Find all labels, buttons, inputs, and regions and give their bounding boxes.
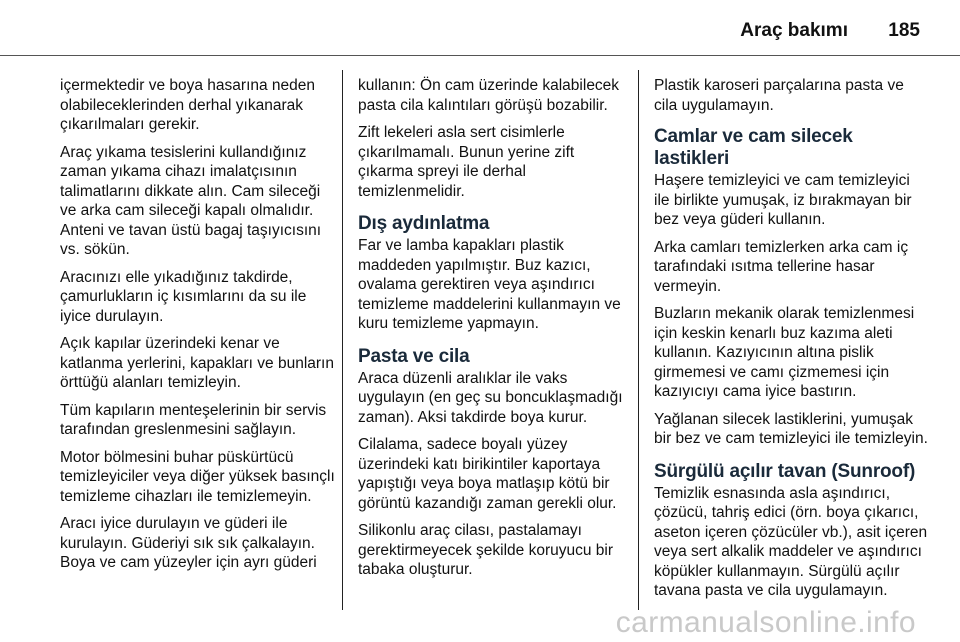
paragraph: Haşere temizleyici ve cam temizleyici ile birlikte yumuşak, iz bırakmayan bir bez veya güderi kullanın. [654,172,912,228]
page-number: 185 [888,20,920,41]
text-column-1 [60,76,335,581]
paragraph: Aracı iyice durulayın ve güderi ile kurulayın. Güderiyi sık sık çalkalayın. Boya ve cam yüzeyler için ayrı güderi [60,515,317,571]
paragraph: Aracınızı elle yıkadığınız takdirde, çamurlukların iç kısımlarını da su ile iyice durulayın. [60,268,307,325]
column-divider [638,70,639,610]
paragraph: Silikonlu araç cilası, pastalamayı gerektirmeyecek şekilde koruyucu bir tabaka oluşturur. [358,522,613,578]
text-column-3 [654,76,928,609]
watermark: carmanualsonline.info [615,606,916,639]
section-heading-polish-wax: Pasta ve cila [358,345,470,367]
paragraph: kullanın: Ön cam üzerinde kalabilecek pasta cila kalıntıları görüşü bozabilir. [358,77,620,114]
paragraph: Buzların mekanik olarak temizlenmesi için keskin kenarlı buz kazıma aleti kullanın. Kazıyıcının altına pislik girmemesi ve camı çizmemesi için kazıyıcıyı cama iyice bastırın. [654,305,915,400]
paragraph: Araca düzenli aralıklar ile vaks uygulayın (en geç su boncuklaşmadığı zaman). Aksi takdirde boya kurur. [358,369,623,426]
text-column-2 [358,76,628,588]
header-rule [0,55,960,56]
section-heading-exterior-lights: Dış aydınlatma [358,213,490,234]
paragraph: Cilalama, sadece boyalı yüzey üzerindeki katı birikintiler kaportaya yapıştığı veya boya matlaşıp kötü bir görüntü kazandığı zaman gerekli olur. [358,436,617,512]
paragraph: Yağlanan silecek lastiklerini, yumuşak bir bez ve cam temizleyici ile temizleyin. [654,410,928,447]
page-header [0,0,960,56]
column-divider [342,70,343,610]
page-title: Araç bakımı [740,20,848,41]
paragraph: Far ve lamba kapakları plastik maddeden yapılmıştır. Buz kazıcı, ovalama gerektiren veya aşındırıcı temizleme maddelerini kullanmayın ve kuru temizleme yapmayın. [358,237,621,332]
section-heading-windows-wipers: Camlar ve cam silecek lastikleri [654,126,853,169]
paragraph: Zift lekeleri asla sert cisimlerle çıkarılmamalı. Bunun yerine zift çıkarma spreyi ile derhal temizlenmelidir. [358,124,575,200]
paragraph: Motor bölmesini buhar püskürtücü temizleyiciler veya diğer yüksek basınçlı temizleme cihazları ile temizlemeyin. [60,448,335,505]
section-heading-sunroof: Sürgülü açılır tavan (Sunroof) [654,460,916,482]
paragraph: Plastik karoseri parçalarına pasta ve cila uygulamayın. [654,77,904,114]
paragraph: Temizlik esnasında asla aşındırıcı, çözücü, tahriş edici (örn. boya çıkarıcı, aseton içeren çözücüler vb.), asit içeren veya sert alkalik maddeler ve aşındırıcı köpükler kullanmayın. Sürgülü açılır tavana pasta ve cila uygulamayın. [654,484,928,599]
paragraph: Arka camları temizlerken arka cam iç tarafındaki ısıtma tellerine hasar vermeyin. [654,238,909,295]
paragraph: Tüm kapıların menteşelerinin bir servis tarafından greslenmesini sağlayın. [60,401,327,438]
paragraph: Araç yıkama tesislerini kullandığınız zaman yıkama cihazı imalatçısının talimatlarını dikkate alın. Cam sileceği ve arka cam sileceği kapalı olmalıdır. Anteni ve tavan üstü bagaj taşıyıcısını vs. sökün. [60,143,322,258]
paragraph: içermektedir ve boya hasarına neden olabileceklerinden derhal yıkanarak çıkarılmaları gerekir. [60,77,316,133]
paragraph: Açık kapılar üzerindeki kenar ve katlanma yerlerini, kapakları ve bunların örttüğü alanları temizleyin. [60,335,334,391]
